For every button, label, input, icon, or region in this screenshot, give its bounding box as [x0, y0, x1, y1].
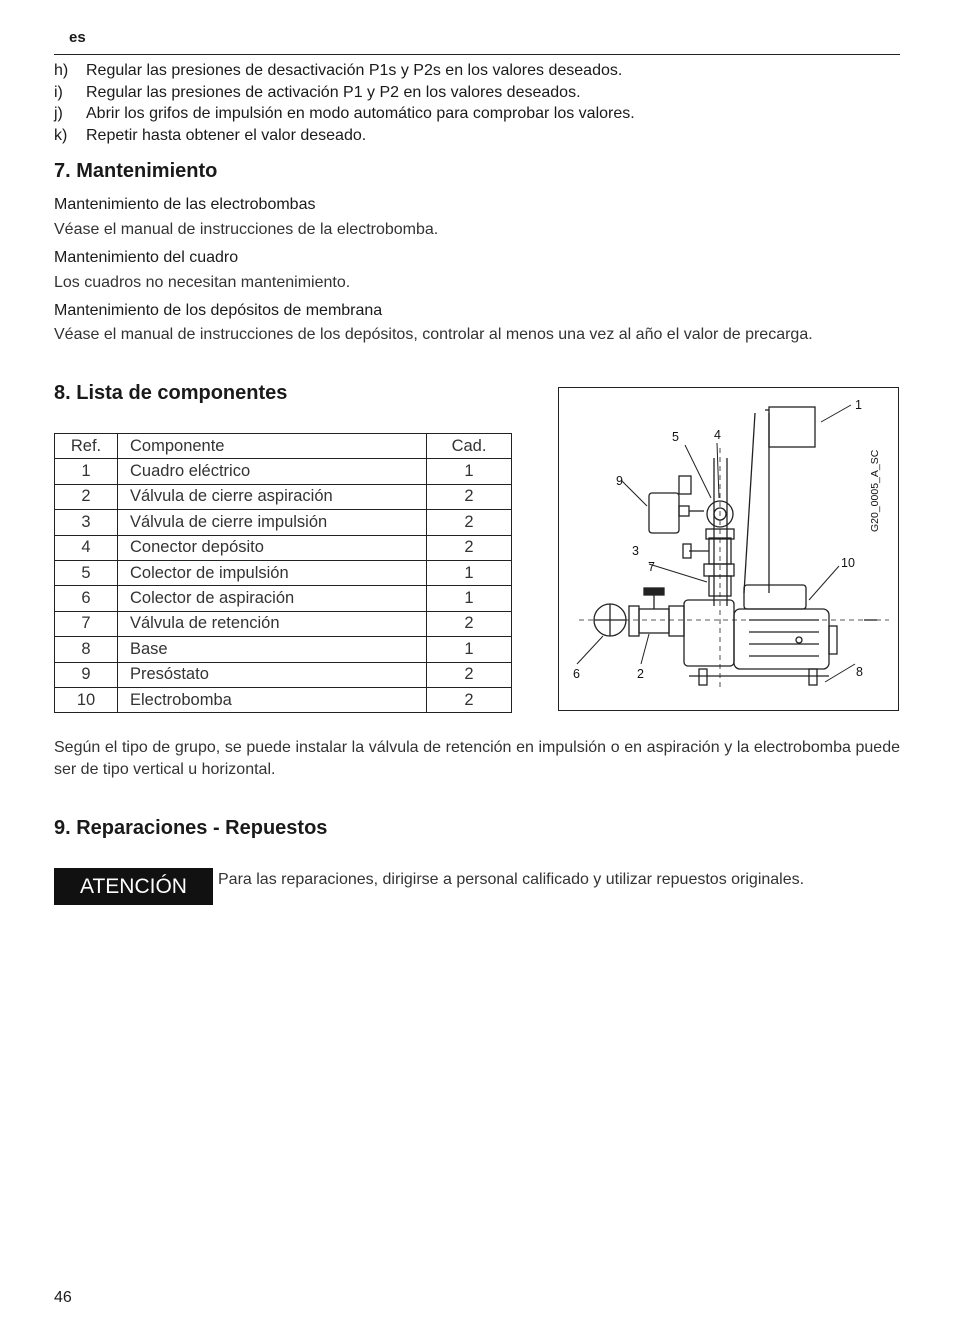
figure-label-4: 4	[714, 428, 721, 442]
table-row	[55, 586, 512, 611]
cell-component: Electrobomba	[118, 687, 427, 712]
table-header-row	[55, 434, 512, 459]
list-key: j)	[54, 105, 63, 123]
cell-ref: 5	[55, 560, 118, 585]
figure-label-10: 10	[841, 556, 855, 570]
table-row	[55, 687, 512, 712]
cell-component: Colector de impulsión	[118, 560, 427, 585]
figure-label-6: 6	[573, 667, 580, 681]
cell-component: Válvula de cierre impulsión	[118, 510, 427, 535]
page-number: 46	[54, 1289, 72, 1306]
pump-assembly-drawing	[559, 388, 900, 712]
cell-ref: 4	[55, 535, 118, 560]
section-8-note: Según el tipo de grupo, se puede instalar la válvula de retención en impulsión o en aspiración y la electrobomba puede ser de tipo vertical u horizontal.	[54, 739, 900, 778]
cell-ref: 1	[55, 459, 118, 484]
cell-ref: 8	[55, 637, 118, 662]
cell-component: Base	[118, 637, 427, 662]
list-item	[54, 60, 900, 82]
cell-component: Conector depósito	[118, 535, 427, 560]
cell-qty: 2	[427, 535, 512, 560]
cell-ref: 9	[55, 662, 118, 687]
section-8-title: 8. Lista de componentes	[54, 382, 288, 404]
figure-label-2: 2	[637, 667, 644, 681]
cell-qty: 2	[427, 611, 512, 636]
cell-component: Cuadro eléctrico	[118, 459, 427, 484]
language-code: es	[69, 29, 86, 46]
list-text: Repetir hasta obtener el valor deseado.	[86, 127, 367, 145]
figure-code: G20_0005_A_SC	[869, 449, 881, 532]
figure-label-5: 5	[672, 430, 679, 444]
cell-qty: 2	[427, 662, 512, 687]
list-item	[54, 82, 900, 104]
components-table	[54, 433, 512, 713]
cell-component: Colector de aspiración	[118, 586, 427, 611]
cell-qty: 2	[427, 510, 512, 535]
cell-qty: 1	[427, 459, 512, 484]
cell-qty: 2	[427, 484, 512, 509]
paragraph-pumps: Véase el manual de instrucciones de la electrobomba.	[54, 221, 439, 238]
table-row	[55, 535, 512, 560]
paragraph-panel: Los cuadros no necesitan mantenimiento.	[54, 274, 351, 291]
table-row	[55, 662, 512, 687]
cell-ref: 2	[55, 484, 118, 509]
cell-component: Válvula de cierre aspiración	[118, 484, 427, 509]
cell-ref: 10	[55, 687, 118, 712]
col-header-ref: Ref.	[55, 434, 118, 459]
figure-label-3: 3	[632, 544, 639, 558]
cell-ref: 7	[55, 611, 118, 636]
table-row	[55, 459, 512, 484]
pump-assembly-figure	[558, 387, 899, 711]
table-row	[55, 611, 512, 636]
cell-component: Válvula de retención	[118, 611, 427, 636]
header-divider	[54, 54, 900, 55]
list-item	[54, 125, 900, 147]
subheading-panel: Mantenimiento del cuadro	[54, 249, 239, 266]
col-header-qty: Cad.	[427, 434, 512, 459]
subheading-tanks: Mantenimiento de los depósitos de membrana	[54, 302, 383, 319]
list-text: Regular las presiones de activación P1 y P2 en los valores deseados.	[86, 83, 581, 101]
col-header-component: Componente	[118, 434, 427, 459]
list-key: h)	[54, 62, 69, 79]
cell-component: Presóstato	[118, 662, 427, 687]
figure-label-8: 8	[856, 665, 863, 679]
table-row	[55, 637, 512, 662]
table-row	[55, 484, 512, 509]
cell-ref: 3	[55, 510, 118, 535]
paragraph-tanks: Véase el manual de instrucciones de los depósitos, controlar al menos una vez al año el valor de precarga.	[54, 326, 813, 343]
attention-badge: ATENCIÓN	[54, 868, 213, 905]
steps-list	[54, 60, 900, 147]
list-text: Regular las presiones de desactivación P1s y P2s en los valores deseados.	[86, 62, 623, 79]
cell-ref: 6	[55, 586, 118, 611]
table-row	[55, 560, 512, 585]
section-7-title: 7. Mantenimiento	[54, 160, 218, 182]
cell-qty: 2	[427, 687, 512, 712]
figure-label-9: 9	[616, 474, 623, 488]
warning-text: Para las reparaciones, dirigirse a personal calificado y utilizar repuestos originales.	[218, 871, 805, 888]
figure-label-7: 7	[648, 560, 655, 574]
cell-qty: 1	[427, 637, 512, 662]
section-9-title: 9. Reparaciones - Repuestos	[54, 817, 328, 839]
figure-label-1: 1	[855, 398, 862, 412]
list-key: i)	[54, 83, 63, 101]
cell-qty: 1	[427, 586, 512, 611]
list-key: k)	[54, 127, 68, 145]
list-text: Abrir los grifos de impulsión en modo automático para comprobar los valores.	[86, 105, 635, 123]
list-item	[54, 103, 900, 125]
cell-qty: 1	[427, 560, 512, 585]
table-row	[55, 510, 512, 535]
subheading-pumps: Mantenimiento de las electrobombas	[54, 196, 316, 213]
